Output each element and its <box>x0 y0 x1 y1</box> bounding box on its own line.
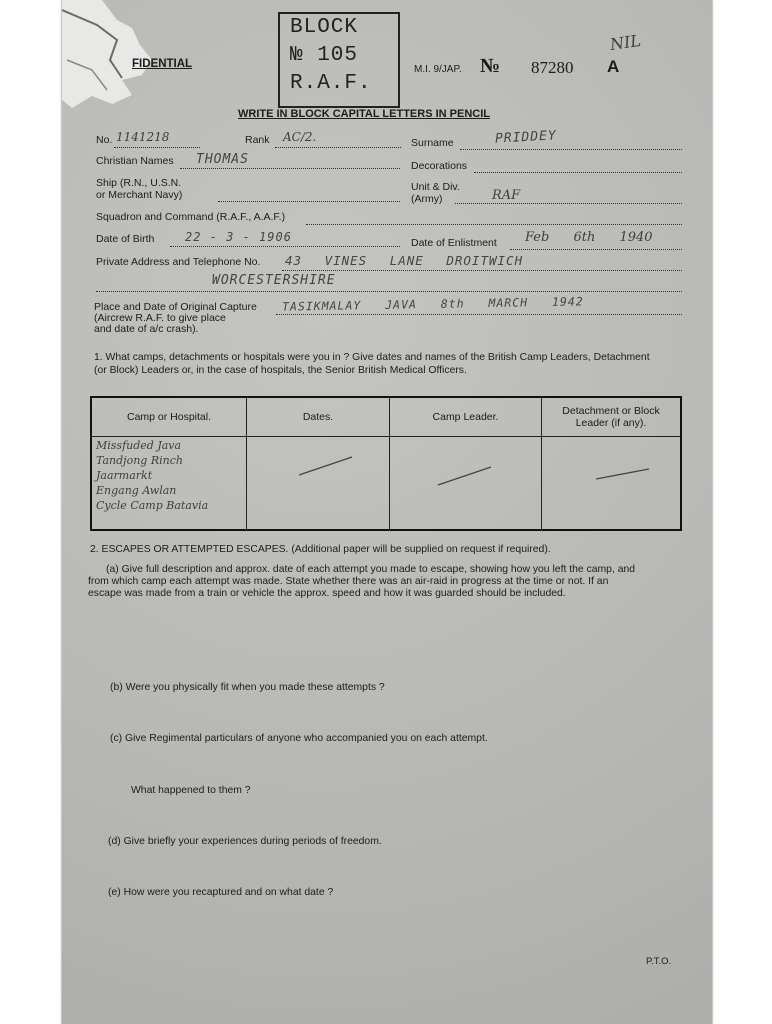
unit-label-2: (Army) <box>411 193 443 205</box>
question-2a-line-3: escape was made from a train or vehicle the approx. speed and how it was guarded should be included. <box>88 588 566 599</box>
christian-names-line <box>180 168 400 169</box>
squadron-line <box>306 224 682 225</box>
question-1-text: 1. What camps, detachments or hospitals were you in ? Give dates and names of the British Camp Leaders, Detachment <box>94 352 650 363</box>
rank-line <box>275 147 401 148</box>
question-2b: (b) Were you physically fit when you made these attempts ? <box>110 682 385 693</box>
camps-table-header <box>91 397 681 437</box>
question-1-text-2: (or Block) Leaders or, in the case of hospitals, the Senior British Medical Officers. <box>94 365 467 376</box>
address-line <box>282 270 682 271</box>
rank-value: AC/2. <box>283 130 317 144</box>
enlistment-line <box>510 249 682 250</box>
unit-label: Unit & Div. <box>411 181 460 193</box>
enlistment-value: Feb 6th 1940 <box>525 230 653 245</box>
camp-leader-cell <box>390 437 542 531</box>
mi-reference: M.I. 9/JAP. <box>414 64 462 75</box>
dob-line <box>170 246 400 247</box>
ship-label-2: or Merchant Navy) <box>96 189 183 201</box>
camp-entry: Jaarmarkt <box>96 469 153 482</box>
unit-line <box>455 203 682 204</box>
dob-value: 22 - 3 - 1906 <box>185 230 292 244</box>
nil-annotation: NIL <box>608 30 643 55</box>
block-stamp <box>278 12 400 108</box>
dash-mark <box>436 461 496 491</box>
dates-cell <box>247 437 390 531</box>
question-2a-line-1: (a) Give full description and approx. date of each attempt you made to escape, showing how you left the camp, and <box>106 564 636 575</box>
question-2e: (e) How were you recaptured and on what date ? <box>108 887 334 898</box>
surname-line <box>460 149 682 150</box>
capture-label: Place and Date of Original Capture <box>94 301 257 313</box>
capture-label-2: (Aircrew R.A.F. to give place <box>94 312 226 324</box>
form-letter: A <box>607 57 620 76</box>
column-camp-or-hospital: Camp or Hospital. <box>91 397 247 437</box>
surname-value: PRIDDEY <box>494 128 558 147</box>
form-number: 87280 <box>531 58 574 77</box>
camps-table-row <box>91 437 681 531</box>
camp-entry: Engang Awlan <box>96 484 177 497</box>
ship-line <box>218 201 400 202</box>
rank-label: Rank <box>245 134 270 146</box>
pto-label: P.T.O. <box>646 956 672 967</box>
decorations-line <box>474 172 682 173</box>
stamp-line-1: BLOCK <box>290 16 359 39</box>
surname-label: Surname <box>411 137 454 149</box>
torn-corner <box>62 0 152 110</box>
number-symbol: № <box>480 55 501 77</box>
address-value-2: WORCESTERSHIRE <box>212 273 336 288</box>
camp-entry: Cycle Camp Batavia <box>96 499 209 512</box>
question-2-heading: 2. ESCAPES OR ATTEMPTED ESCAPES. (Additional paper will be supplied on request if required). <box>90 544 551 555</box>
address-line-2 <box>96 291 682 292</box>
no-value: 1141218 <box>116 130 170 144</box>
camps-table <box>90 396 682 531</box>
christian-names-value: THOMAS <box>196 152 249 167</box>
detachment-leader-cell <box>542 437 682 531</box>
dash-mark <box>594 459 654 489</box>
question-2a-line-2: from which camp each attempt was made. State whether there was an air-raid in progress at the time or not. If an <box>88 576 609 587</box>
squadron-label: Squadron and Command (R.A.F., A.A.F.) <box>96 211 286 223</box>
capture-value: TASIKMALAY JAVA 8th MARCH 1942 <box>281 294 584 314</box>
no-label: No. <box>96 134 113 146</box>
decorations-label: Decorations <box>411 160 468 172</box>
stamp-line-3: R.A.F. <box>290 72 372 95</box>
dob-label: Date of Birth <box>96 233 155 245</box>
address-value: 43 VINES LANE DROITWICH <box>285 253 524 268</box>
column-detachment-leader: Detachment or Block Leader (if any). <box>542 397 682 437</box>
question-2d: (d) Give briefly your experiences during periods of freedom. <box>108 836 382 847</box>
no-line <box>114 147 200 148</box>
capture-line <box>276 314 682 315</box>
capture-label-3: and date of a/c crash). <box>94 323 199 335</box>
column-camp-leader: Camp Leader. <box>390 397 542 437</box>
enlistment-label: Date of Enlistment <box>411 237 497 249</box>
question-2c: (c) Give Regimental particulars of anyone who accompanied you on each attempt. <box>110 733 488 744</box>
confidential-label: FIDENTIAL <box>132 58 193 70</box>
question-2c-follow-up: What happened to them ? <box>131 785 251 796</box>
camp-entry: Tandjong Rinch <box>96 454 183 467</box>
unit-value: RAF <box>492 188 521 203</box>
camp-entries-cell <box>91 437 247 531</box>
christian-names-label: Christian Names <box>96 155 174 167</box>
address-label: Private Address and Telephone No. <box>96 256 261 268</box>
camp-entry: Missfuded Java <box>96 439 182 452</box>
ship-label: Ship (R.N., U.S.N. <box>96 177 182 189</box>
stamp-line-2: № 105 <box>290 44 359 67</box>
instruction-heading: WRITE IN BLOCK CAPITAL LETTERS IN PENCIL <box>238 108 490 120</box>
column-dates: Dates. <box>247 397 390 437</box>
dash-mark <box>297 451 357 481</box>
